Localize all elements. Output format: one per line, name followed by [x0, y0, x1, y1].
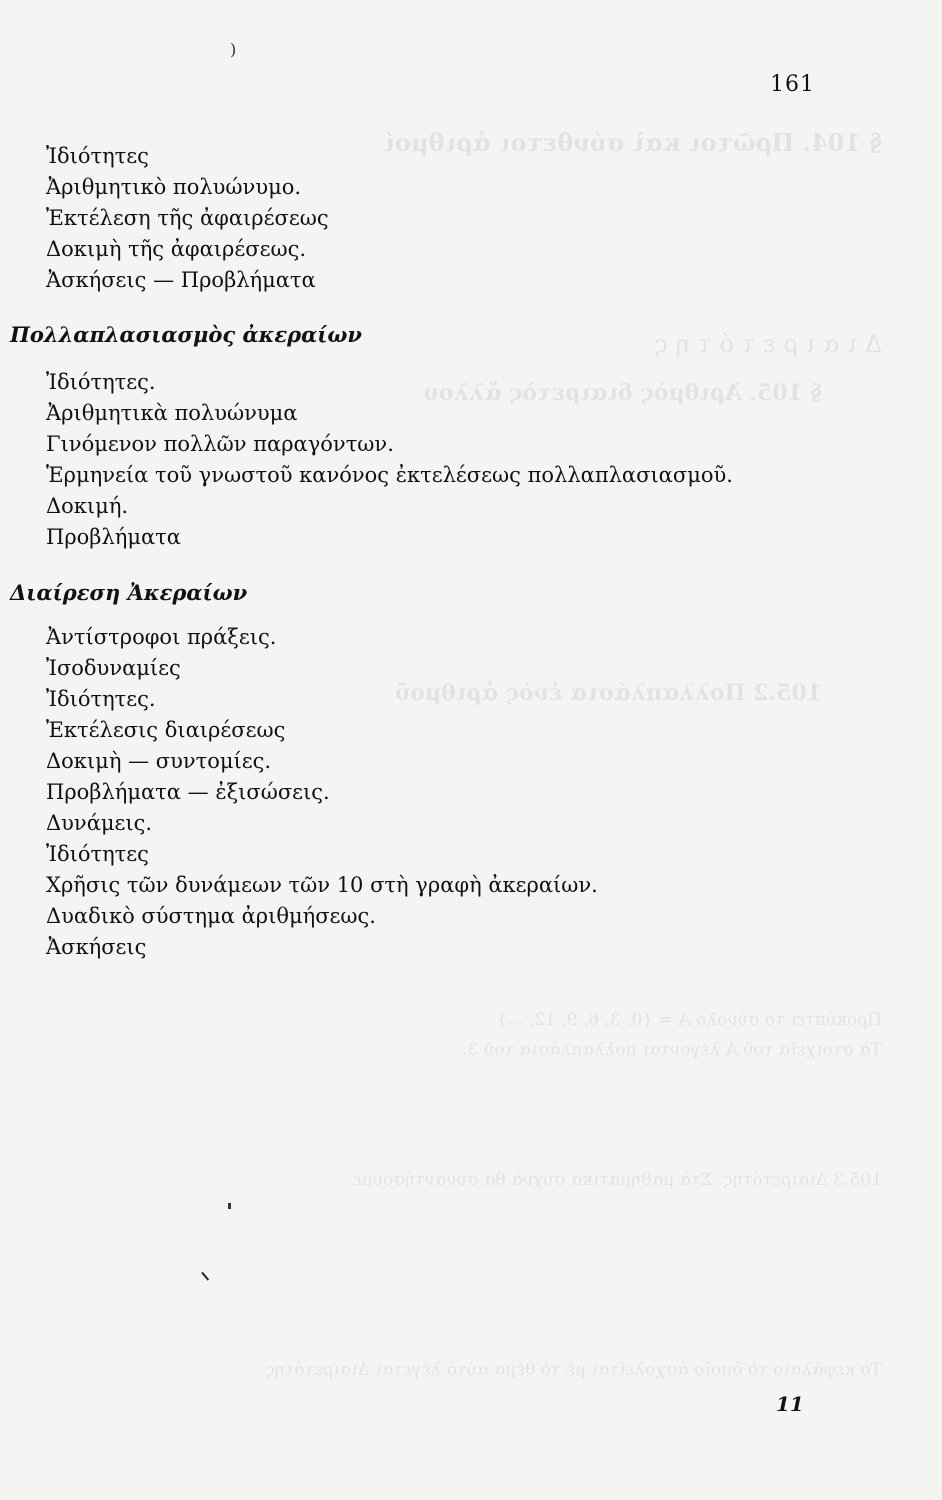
- ink-mark: [201, 1265, 217, 1280]
- toc-item: Δοκιμὴ — συντομίες.: [46, 749, 272, 773]
- toc-item: Χρῆσις τῶν δυνάμεων τῶν 10 στὴ γραφὴ ἀκεραίων.: [46, 873, 598, 897]
- toc-item: Προβλήματα — ἐξισώσεις.: [46, 780, 330, 804]
- toc-item: Δοκιμὴ τῆς ἀφαιρέσεως.: [46, 237, 307, 261]
- toc-item: Ἐκτέλεσις διαιρέσεως: [46, 718, 286, 742]
- ink-dot: [228, 1203, 231, 1209]
- toc-item: Ἰδιότητες.: [46, 687, 156, 711]
- toc-item: Δυαδικὸ σύστημα ἀριθμήσεως.: [46, 904, 376, 928]
- toc-item: Γινόμενον πολλῶν παραγόντων.: [46, 432, 394, 456]
- toc-item: Προβλήματα: [46, 525, 181, 549]
- page-number: 161: [770, 72, 815, 97]
- toc-item: Ἰσοδυναμίες: [46, 656, 181, 680]
- toc-item: Ἀριθμητικὸ πολυώνυμο.: [46, 175, 302, 199]
- section-heading-division: Διαίρεση Ἀκεραίων: [10, 580, 248, 605]
- toc-item: Ἀντίστροφοι πράξεις.: [46, 625, 277, 649]
- page-speck: ): [230, 40, 237, 59]
- bleed-through-background: § 104. Πρῶτοι καὶ σύνθετοι ἀριθμοί Διαιρετότης § 105. Ἀριθμὸς διαιρετὸς ἄλλου 105.2 Πολλαπλάσια ἑνὸς ἀριθμοῦ Προκύπτει τὸ σύνολο Α = {0, 3, 6, 9, 12, ...} Τὰ στοιχεῖα τοῦ Α λέγονται πολλαπλάσια τοῦ 3. 105.3 Διαιρετότης. Στὰ μαθηματικά συχνὰ θὰ συναντήσουμε Τὸ κεφάλαιο τὸ ὁποῖο ἀσχολεῖται μὲ τὸ θέμα αὐτὸ λέγεται Διαιρετότης: [265, 128, 882, 1380]
- toc-item: Ἰδιότητες: [46, 842, 149, 866]
- toc-item: Ἀσκήσεις — Προβλήματα: [46, 268, 316, 292]
- toc-item: Δυνάμεις.: [46, 811, 153, 835]
- toc-item: Ἀσκήσεις: [46, 935, 147, 959]
- toc-item: Δοκιμή.: [46, 494, 129, 518]
- toc-item: Ἀριθμητικὰ πολυώνυμα: [46, 401, 298, 425]
- signature-mark: 11: [776, 1392, 804, 1416]
- toc-item: Ἰδιότητες: [46, 144, 149, 168]
- toc-item: Ἑρμηνεία τοῦ γνωστοῦ κανόνος ἐκτελέσεως πολλαπλασιασμοῦ.: [46, 463, 733, 487]
- section-heading-multiplication: Πολλαπλασιασμὸς ἀκεραίων: [10, 322, 362, 347]
- toc-item: Ἐκτέλεση τῆς ἀφαιρέσεως: [46, 206, 329, 230]
- toc-item: Ἰδιότητες.: [46, 370, 156, 394]
